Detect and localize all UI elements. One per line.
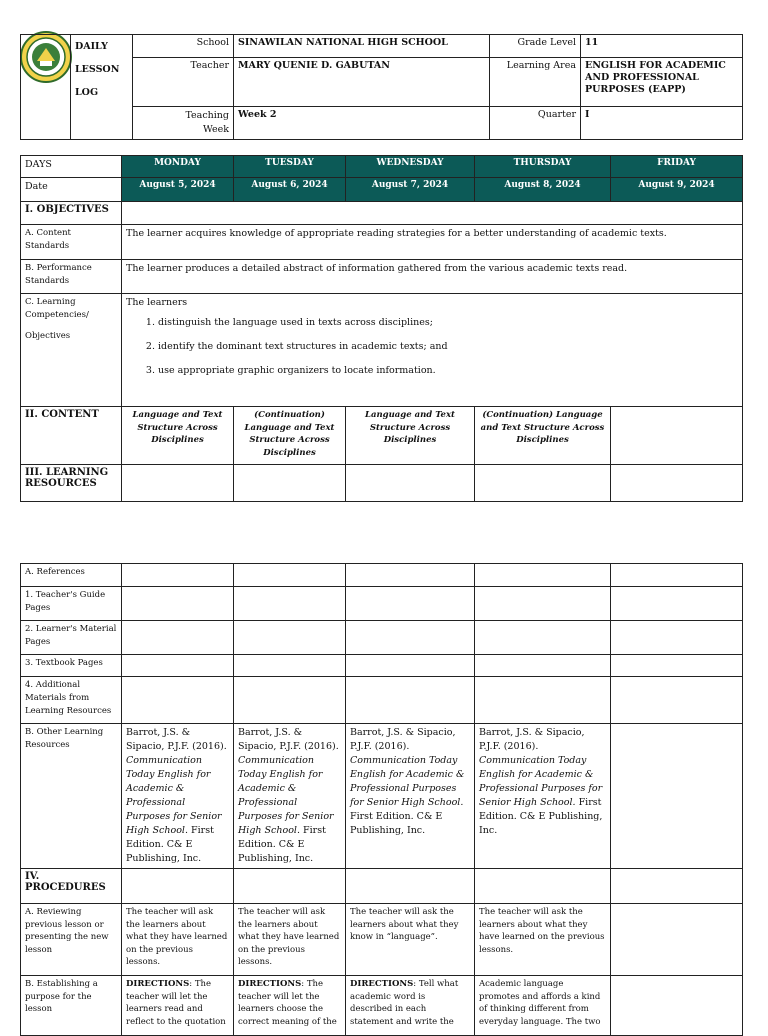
reference-publisher: First Edition. C& E Publishing, Inc. [479,797,603,836]
review-cell: The teacher will ask the learners about what they have learned on the previous lessons. [234,904,346,976]
date-cell: August 5, 2024 [122,178,234,202]
content-cell [611,407,743,465]
week-label-2: Week [203,124,229,135]
reference-author: Barrot, J.S. & Sipacio, P.J.F. (2016). [479,727,585,752]
header-table [20,34,743,140]
content-cell: (Continuation) Language and Text Structure Across Disciplines [475,407,611,465]
learners-material-label: 2. Learner's Material Pages [21,621,122,655]
title-line: DAILY [75,41,108,52]
date-label: Date [21,178,122,202]
teachers-guide-label: 1. Teacher's Guide Pages [21,587,122,621]
content-cell: (Continuation) Language and Text Structure Across Disciplines [234,407,346,465]
directions-word: DIRECTIONS [238,979,302,989]
competency-item: 1. distinguish the language used in texts across disciplines; [158,316,738,330]
title-line: LOG [75,87,99,98]
date-cell: August 7, 2024 [346,178,475,202]
resources-heading: III. LEARNING RESOURCES [21,465,122,502]
reference-title: Communication Today English for Academic & Professional Purposes for Senior High School. [479,755,603,808]
day-header: WEDNESDAY [346,156,475,178]
title-line: LESSON [75,64,120,75]
date-cell: August 6, 2024 [234,178,346,202]
week-value: Week 2 [234,107,490,140]
day-header: TUESDAY [234,156,346,178]
area-label: Learning Area [490,58,581,107]
days-label: DAYS [21,156,122,178]
purpose-cell: : The teacher will let the learners read and reflect to the quotation [126,979,226,1027]
day-header: MONDAY [122,156,234,178]
teacher-value: MARY QUENIE D. GABUTAN [234,58,490,107]
content-heading: II. CONTENT [21,407,122,465]
additional-materials-label: 4. Additional Materials from Learning Resources [21,677,122,724]
date-cell: August 9, 2024 [611,178,743,202]
purpose-cell: : The teacher will let the learners choose the correct meaning of the [238,979,337,1027]
area-value: ENGLISH FOR ACADEMIC AND PROFESSIONAL PURPOSES (EAPP) [581,58,743,107]
reference-author: Barrot, J.S. & Sipacio, P.J.F. (2016). [126,727,227,752]
review-label: A. Reviewing previous lesson or presenting the new lesson [21,904,122,976]
school-label: School [133,35,234,58]
review-cell: The teacher will ask the learners about what they have learned on the previous lessons. [122,904,234,976]
lesson-table-1 [20,155,743,502]
purpose-cell: Academic language promotes and affords a kind of thinking different from everyday language. The two [475,976,611,1036]
reference-title: Communication Today English for Academic & Professional Purposes for Senior High School. [350,755,465,808]
competencies-label: C. Learning Competencies/ [25,297,89,320]
day-header: THURSDAY [475,156,611,178]
purpose-label: B. Establishing a purpose for the lesson [21,976,122,1036]
performance-standards-text: The learner produces a detailed abstract of information gathered from the various academic texts read. [122,260,743,294]
objectives-heading: I. OBJECTIVES [21,202,122,225]
content-cell: Language and Text Structure Across Disciplines [122,407,234,465]
day-header: FRIDAY [611,156,743,178]
references-label: A. References [21,564,122,587]
week-label-1: Teaching [185,110,229,121]
quarter-value: I [581,107,743,140]
procedures-heading: IV. PROCEDURES [21,869,122,904]
review-cell: The teacher will ask the learners about what they know in “language”. [346,904,475,976]
reference-author: Barrot, J.S. & Sipacio, P.J.F. (2016). [238,727,339,752]
performance-standards-label: B. Performance Standards [21,260,122,294]
directions-word: DIRECTIONS [350,979,414,989]
other-resources-label: B. Other Learning Resources [21,724,122,869]
grade-value: 11 [581,35,743,58]
objectives-label: Objectives [25,331,71,341]
school-value: SINAWILAN NATIONAL HIGH SCHOOL [234,35,490,58]
competencies-intro: The learners [126,297,188,308]
content-standards-text: The learner acquires knowledge of appropriate reading strategies for a better understanding of academic texts. [122,225,743,260]
reference-title: Communication Today English for Academic & Professional Purposes for Senior High School. [238,755,334,836]
reference-author: Barrot, J.S. & Sipacio, P.J.F. (2016). [350,727,456,752]
competency-item: 2. identify the dominant text structures in academic texts; and [158,340,738,354]
lesson-table-2 [20,563,743,1036]
reference-publisher: First Edition. C& E Publishing, Inc. [126,825,214,864]
competencies-list [126,316,738,378]
directions-word: DIRECTIONS [126,979,190,989]
content-standards-label: A. Content Standards [21,225,122,260]
reference-publisher: First Edition. C& E Publishing, Inc. [350,811,443,836]
reference-title: Communication Today English for Academic & Professional Purposes for Senior High School. [126,755,222,836]
competency-item: 3. use appropriate graphic organizers to locate information. [158,364,738,378]
date-cell: August 8, 2024 [475,178,611,202]
purpose-cell: : Tell what academic word is described in each statement and write the [350,979,459,1027]
review-cell [611,904,743,976]
quarter-label: Quarter [490,107,581,140]
teacher-label: Teacher [133,58,234,107]
review-cell: The teacher will ask the learners about what they have learned on the previous lessons. [475,904,611,976]
content-cell: Language and Text Structure Across Disciplines [346,407,475,465]
reference-publisher: First Edition. C& E Publishing, Inc. [238,825,326,864]
textbook-pages-label: 3. Textbook Pages [21,655,122,677]
purpose-cell [611,976,743,1036]
grade-label: Grade Level [490,35,581,58]
